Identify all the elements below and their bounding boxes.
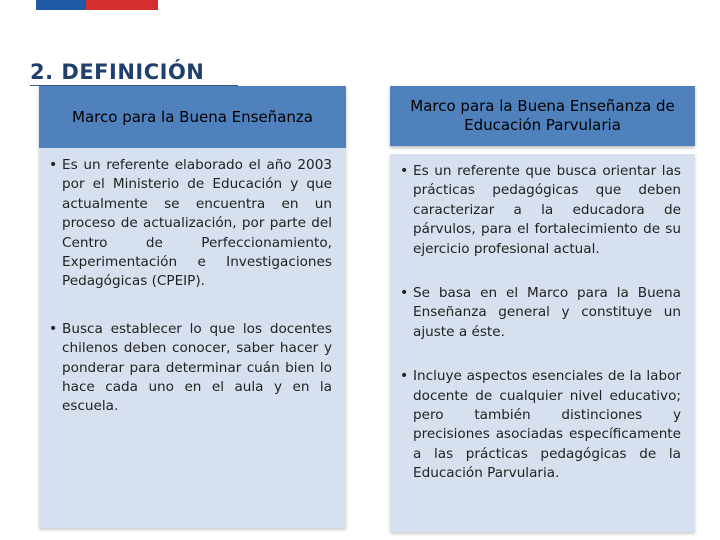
left-column-body bbox=[39, 148, 346, 528]
right-column-header: Marco para la Buena Enseñanza de Educación Parvularia bbox=[390, 86, 695, 146]
right-bullet-1: • Es un referente que busca orientar las prácticas pedagógicas que deben caracterizar a la educadora de párvulos, para el fortalecimiento de su ejercicio profesional actual. bbox=[400, 162, 681, 259]
right-column-body bbox=[390, 154, 695, 532]
right-column bbox=[390, 86, 695, 532]
flag-banner bbox=[36, 0, 158, 10]
left-bullet-1: • Es un referente elaborado el año 2003 por el Ministerio de Educación y que actualmente se encuentra en un proceso de actualización, por parte del Centro de Perfeccionamiento, Experimentación e Investigaciones Pedagógicas (CPEIP). bbox=[49, 156, 332, 292]
section-title: 2. DEFINICIÓN bbox=[30, 60, 205, 84]
left-column bbox=[39, 86, 346, 528]
right-bullet-2: • Se basa en el Marco para la Buena Enseñanza general y constituye un ajuste a éste. bbox=[400, 284, 681, 342]
right-bullet-3: • Incluye aspectos esenciales de la labor docente de cualquier nivel educativo; pero también distinciones y precisiones asociadas específicamente a las prácticas pedagógicas de la Educación Parvularia. bbox=[400, 367, 681, 483]
left-bullet-2: • Busca establecer lo que los docentes chilenos deben conocer, saber hacer y ponderar para determinar cuán bien lo hace cada uno en el aula y en la escuela. bbox=[49, 320, 332, 417]
flag-red-stripe bbox=[86, 0, 158, 10]
left-column-header: Marco para la Buena Enseñanza bbox=[39, 86, 346, 148]
flag-blue-stripe bbox=[36, 0, 86, 10]
